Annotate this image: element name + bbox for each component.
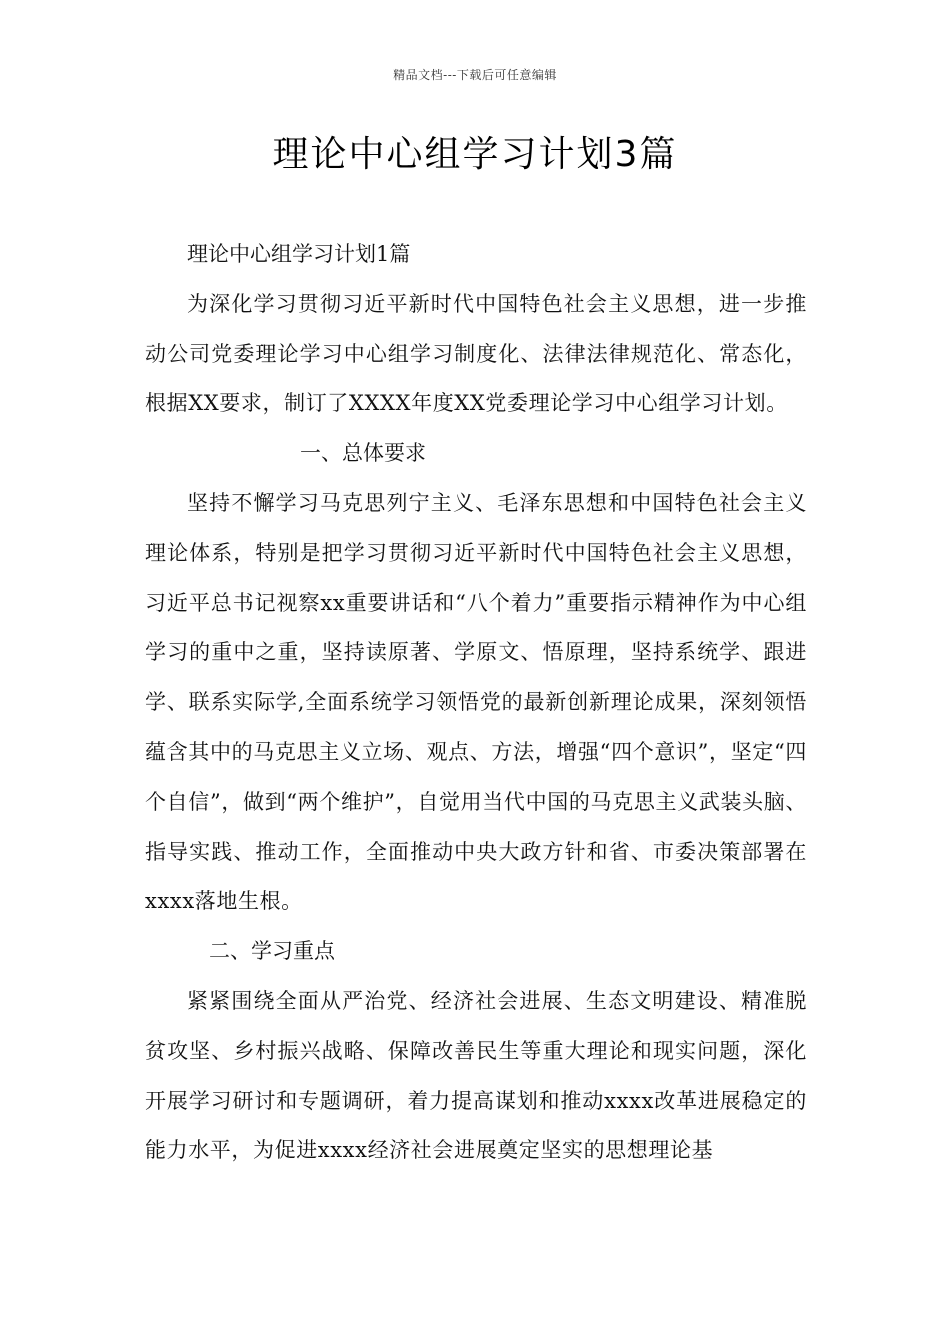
section-subtitle: 理论中心组学习计划1篇: [187, 242, 411, 266]
intro-paragraph: 为深化学习贯彻习近平新时代中国特色社会主义思想，进一步推动公司党委理论学习中心组学习制度化、法律法律规范化、常态化，根据XX要求，制订了XXXX年度XX党委理论学习中心组学习计划。: [145, 291, 807, 416]
section-heading-study-focus: 二、学习重点: [209, 939, 335, 964]
section-heading-general-requirements: 一、总体要求: [300, 441, 426, 466]
header-watermark: 精品文档---下载后可任意编辑: [393, 68, 557, 82]
general-requirements-paragraph: 坚持不懈学习马克思列宁主义、毛泽东思想和中国特色社会主义理论体系，特别是把学习贯彻习近平新时代中国特色社会主义思想，习近平总书记视察xx重要讲话和“八个着力”重要指示精神作为中心组学习的重中之重，坚持读原著、学原文、悟原理，坚持系统学、跟进学、联系实际学,全面系统学习领悟党的最新创新理论成果，深刻领悟蕴含其中的马克思主义立场、观点、方法，增强“四个意识”，坚定“四个自信”，做到“两个维护”，自觉用当代中国的马克思主义武装头脑、指导实践、推动工作，全面推动中央大政方针和省、市委决策部署在xxxx落地生根。: [145, 490, 807, 914]
document-body: [145, 230, 807, 1176]
study-focus-paragraph: 紧紧围绕全面从严治党、经济社会进展、生态文明建设、精准脱贫攻坚、乡村振兴战略、保障改善民生等重大理论和现实问题，深化开展学习研讨和专题调研，着力提高谋划和推动xxxx改革进展稳定的能力水平，为促进xxxx经济社会进展奠定坚实的思想理论基: [145, 988, 807, 1163]
document-title: 理论中心组学习计划3篇: [272, 134, 678, 175]
